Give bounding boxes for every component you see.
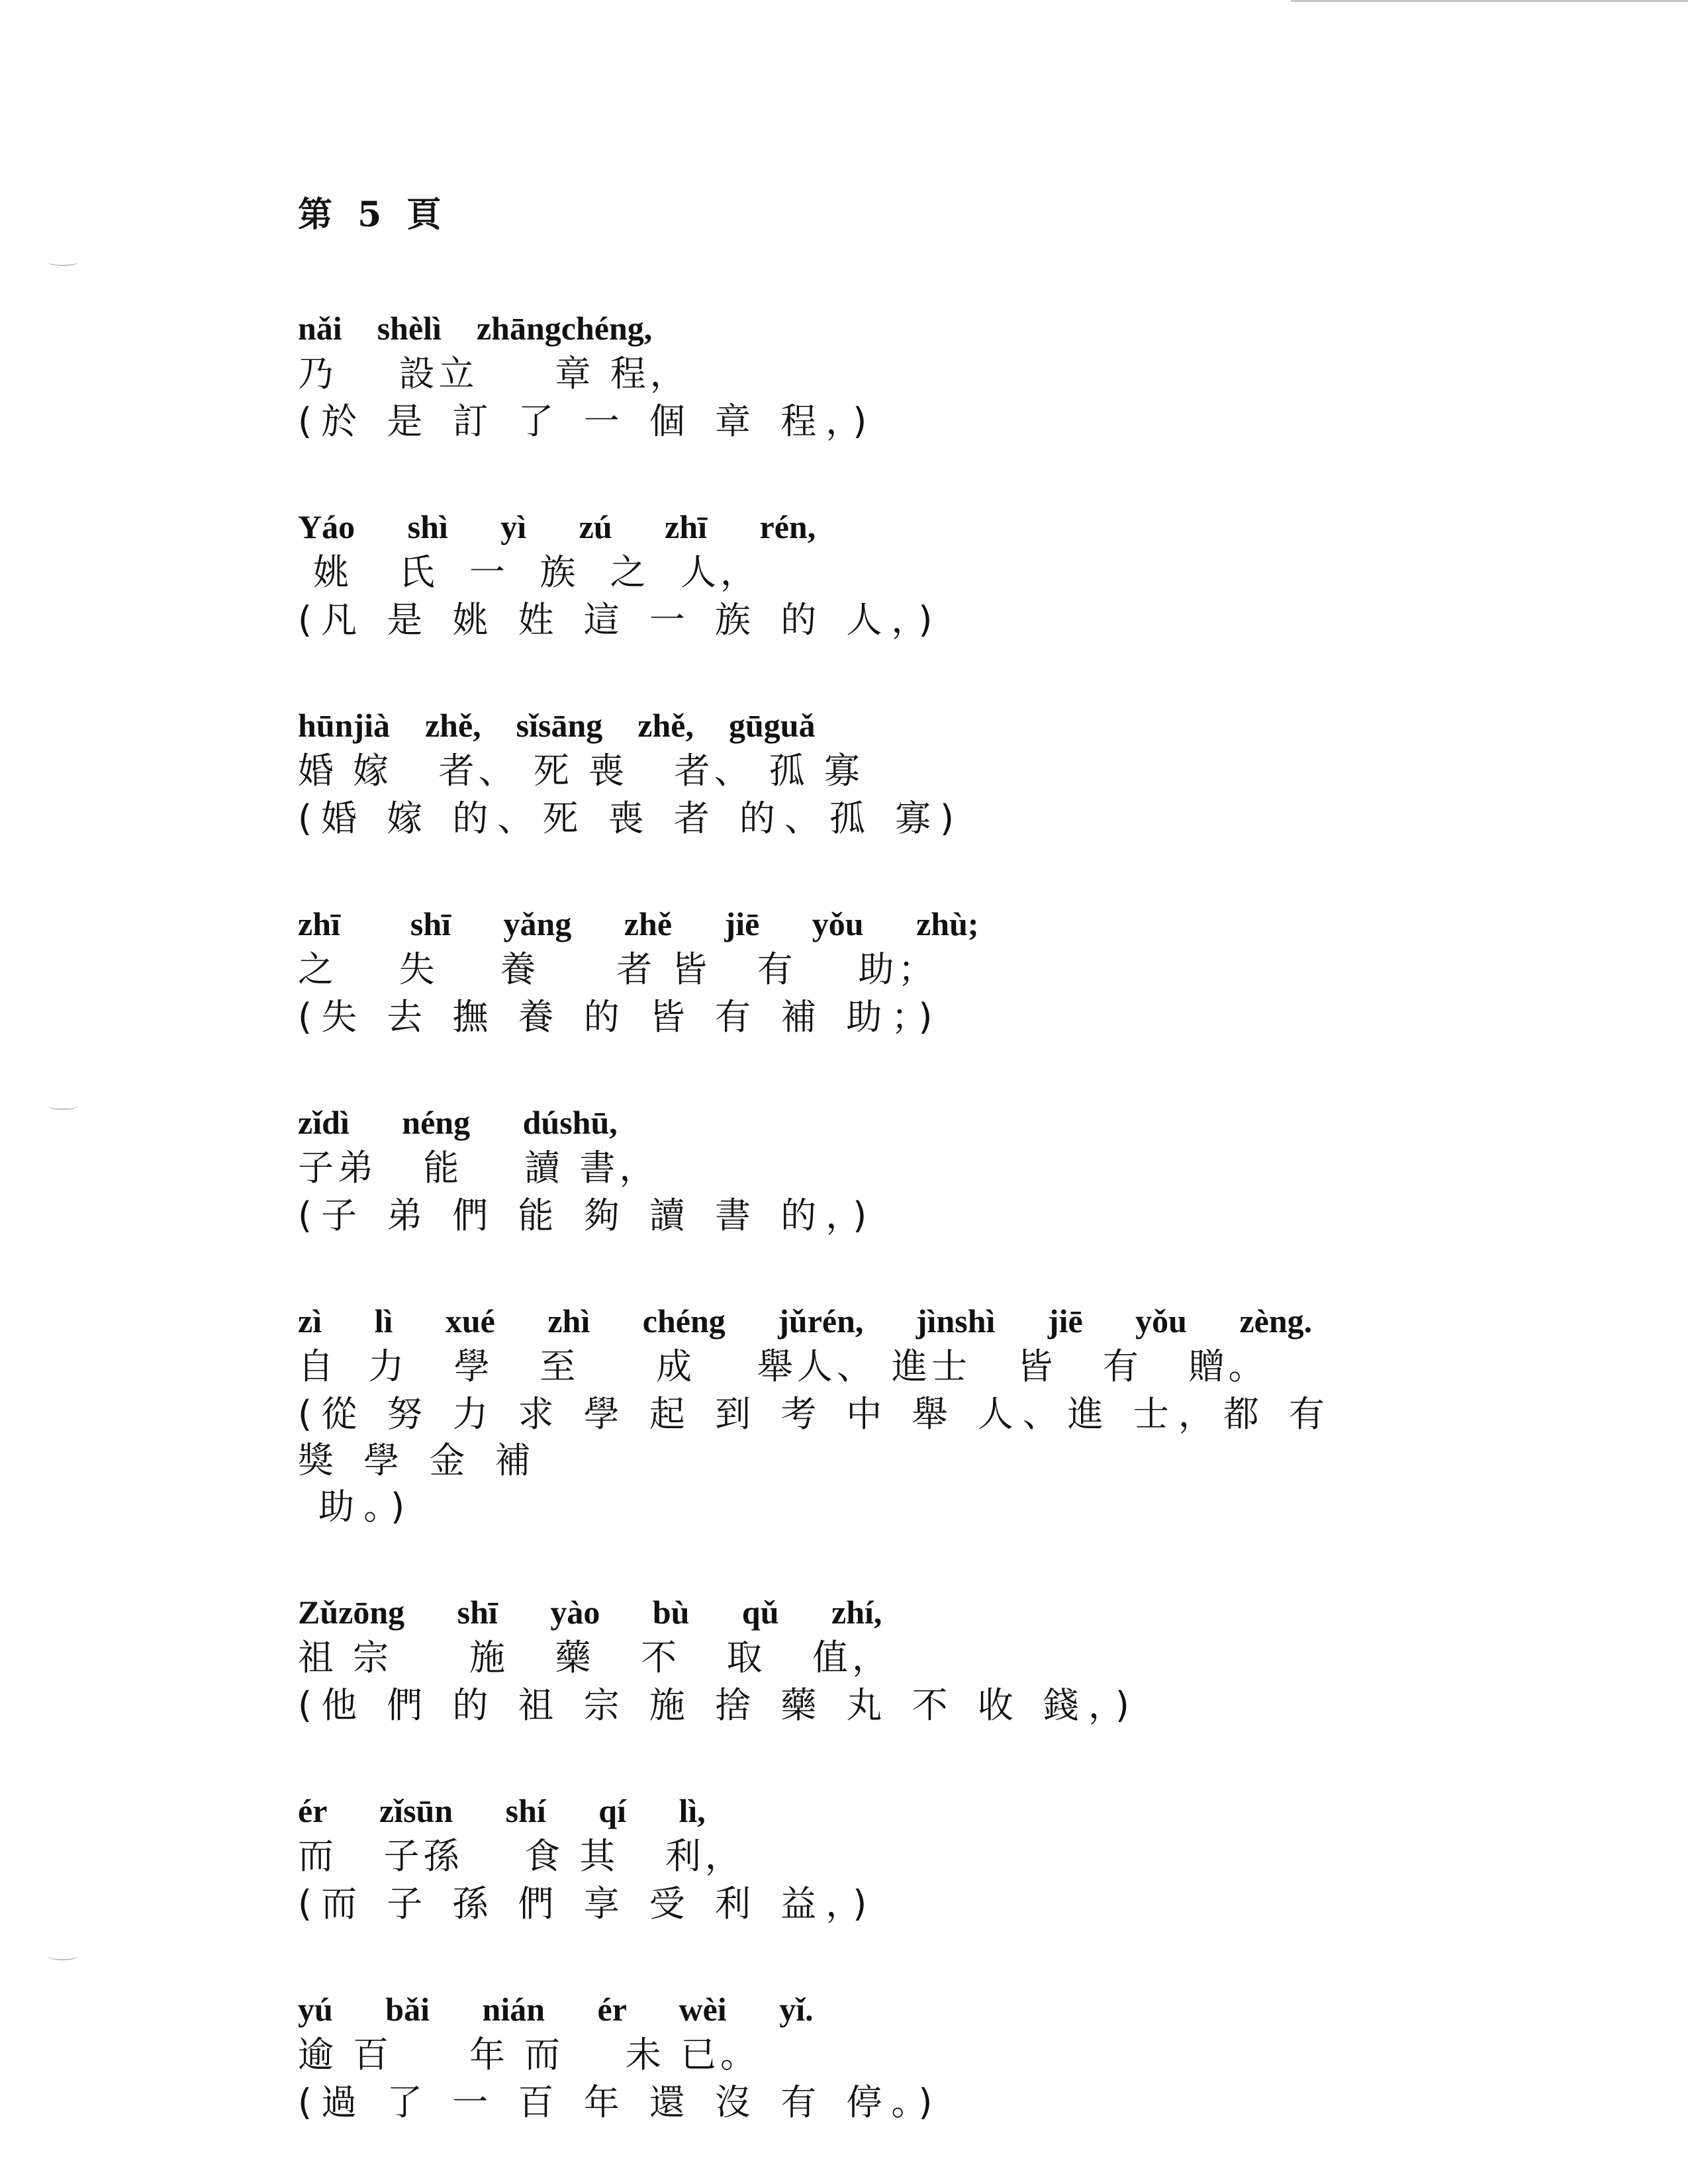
verse — [298, 1988, 1390, 2126]
hanzi-line: 乃 設立 章 程， — [298, 353, 690, 394]
hole-punch-mark — [48, 258, 78, 266]
translation-line: (從 努 力 求 學 起 到 考 中 舉 人、進 士，都 有 獎 學 金 補 助。) — [298, 1393, 1335, 1527]
verse — [298, 1101, 1390, 1239]
hole-punch-mark — [48, 1952, 78, 1960]
verse — [298, 1591, 1390, 1729]
pinyin-line: nǎi shèlì zhāngchéng, — [298, 310, 653, 347]
hanzi-line: 自 力 學 至 成 舉人、 進士 皆 有 贈。 — [298, 1345, 1268, 1387]
translation-line: (他 們 的 祖 宗 施 捨 藥 丸 不 收 錢，) — [298, 1684, 1139, 1726]
page-content — [298, 192, 1390, 2126]
hanzi-line: 祖 宗 施 藥 不 取 值， — [298, 1637, 892, 1678]
verse — [298, 704, 1390, 842]
verse — [298, 506, 1390, 643]
pinyin-line: Yáo shì yì zú zhī rén, — [298, 508, 816, 545]
pinyin-line: ér zǐsūn shí qí lì, — [298, 1792, 706, 1829]
pinyin-line: zhī shī yǎng zhě jiē yǒu zhù; — [298, 905, 979, 942]
hanzi-line: 而 子孫 食 其 利， — [298, 1835, 745, 1877]
hanzi-line: 逾 百 年 而 未 已。 — [298, 2034, 760, 2075]
translation-line: (失 去 撫 養 的 皆 有 補 助；) — [298, 996, 942, 1038]
hanzi-line: 婚 嫁 者、 死 喪 者、 孤 寡 — [298, 750, 864, 792]
translation-line: (婚 嫁 的、死 喪 者 的、孤 寡) — [298, 797, 964, 839]
translation-line: (子 弟 們 能 夠 讀 書 的，) — [298, 1195, 876, 1236]
hanzi-line: 姚 氏 一 族 之 人， — [298, 551, 760, 593]
verse — [298, 1790, 1390, 1927]
verse — [298, 1300, 1390, 1530]
pinyin-line: zǐdì néng dúshū, — [298, 1104, 618, 1141]
translation-line: (凡 是 姚 姓 這 一 族 的 人，) — [298, 599, 942, 641]
pinyin-line: zì lì xué zhì chéng jǔrén, jìnshì jiē yǒu zèng. — [298, 1302, 1313, 1340]
pinyin-line: hūnjià zhě, sǐsāng zhě, gūguǎ — [298, 707, 816, 744]
verse — [298, 903, 1390, 1040]
scan-edge-line — [1291, 0, 1688, 2]
translation-line: (於 是 訂 了 一 個 章 程，) — [298, 400, 876, 442]
pinyin-line: yú bǎi nián ér wèi yǐ. — [298, 1991, 814, 2028]
page-title: 第 5 頁 — [298, 195, 448, 235]
hole-punch-mark — [48, 1102, 78, 1110]
verse — [298, 307, 1390, 445]
hanzi-line: 子弟 能 讀 書， — [298, 1147, 659, 1189]
translation-line: (過 了 一 百 年 還 沒 有 停。) — [298, 2081, 942, 2123]
translation-line: (而 子 孫 們 享 受 利 益，) — [298, 1883, 876, 1925]
pinyin-line: Zǔzōng shī yào bù qǔ zhí, — [298, 1594, 882, 1631]
hanzi-line: 之 失 養 者 皆 有 助； — [298, 948, 938, 990]
